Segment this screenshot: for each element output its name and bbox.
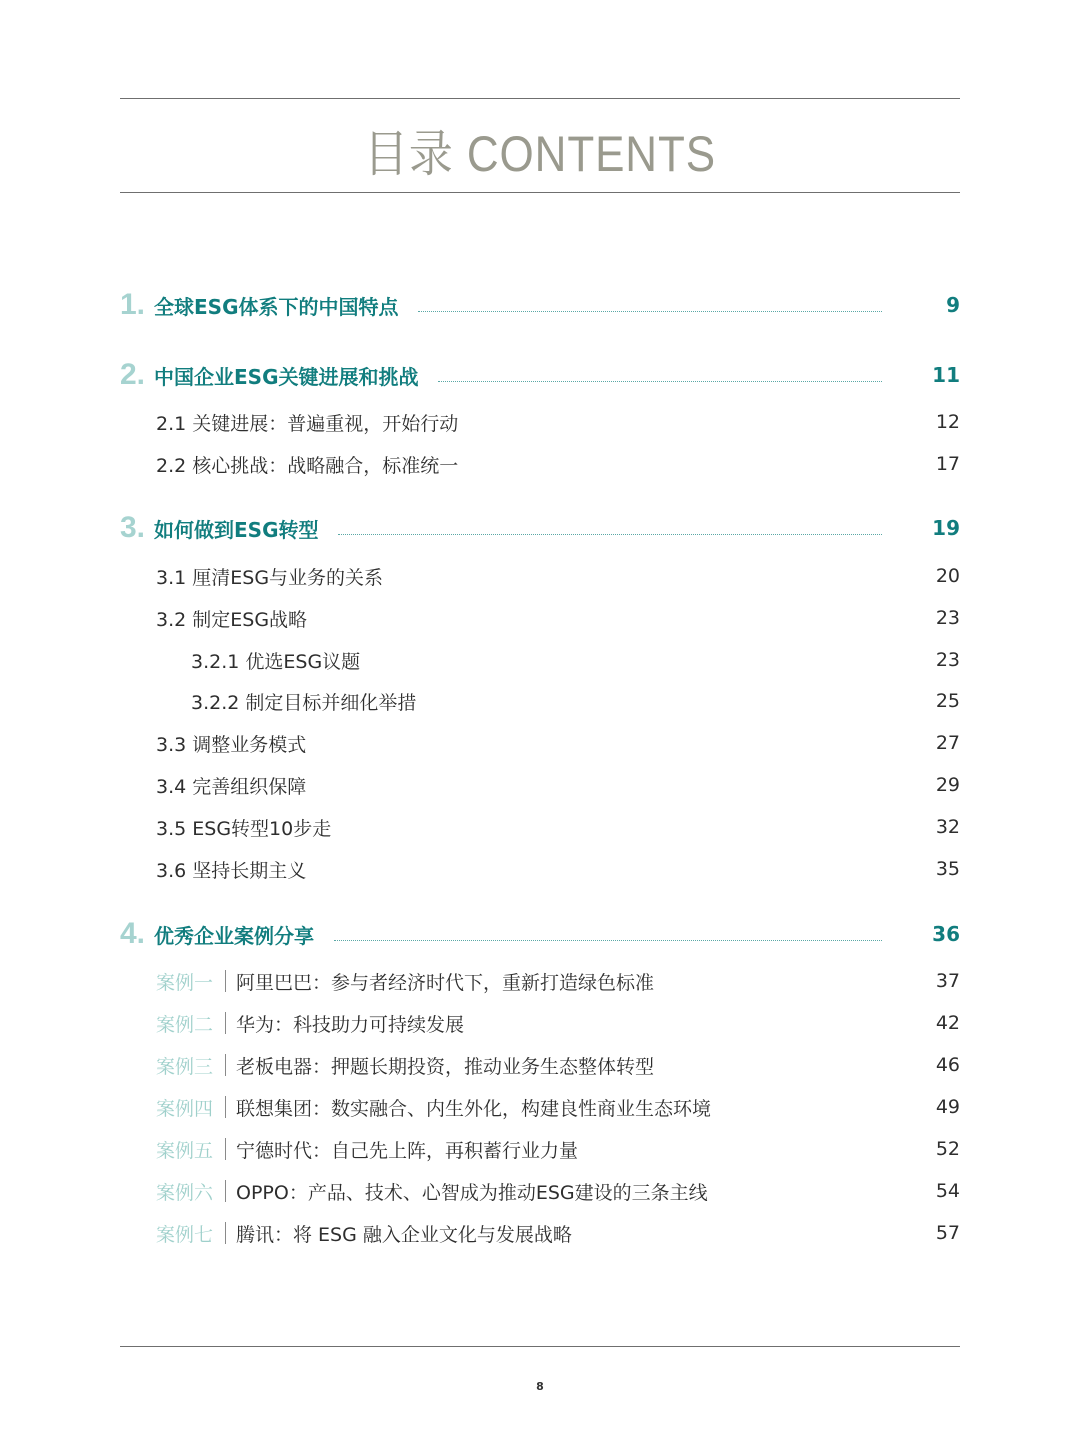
case-title: 联想集团：数实融合、内生外化，构建良性商业生态环境 [236, 1097, 712, 1120]
case-title: 老板电器：押题长期投资，推动业务生态整体转型 [236, 1055, 655, 1078]
toc-item-title: 3.2.2 制定目标并细化举措 [191, 691, 417, 714]
case-title: 阿里巴巴：参与者经济时代下，重新打造绿色标准 [236, 971, 655, 994]
toc-case[interactable] [120, 1045, 960, 1085]
toc-item-title: 3.5 ESG转型10步走 [156, 817, 332, 840]
toc-item-page: 27 [935, 732, 960, 754]
toc-case[interactable] [120, 1087, 960, 1127]
case-divider [225, 1054, 226, 1076]
section-number: 3. [120, 511, 146, 544]
case-divider [225, 1222, 226, 1244]
toc-case[interactable] [120, 961, 960, 1001]
toc-item-title: 3.2 制定ESG战略 [156, 608, 308, 631]
toc-case[interactable] [120, 1003, 960, 1043]
dot-leader [418, 311, 882, 312]
toc-item-title: 3.2.1 优选ESG议题 [191, 650, 361, 673]
toc-section-4[interactable] [120, 914, 960, 954]
dot-leader [438, 381, 882, 382]
toc-subitem[interactable] [120, 640, 960, 680]
toc-item-title: 2.1 关键进展：普遍重视，开始行动 [156, 412, 459, 435]
case-label: 案例五 [156, 1139, 214, 1162]
toc-item[interactable] [120, 765, 960, 805]
case-page: 57 [935, 1222, 960, 1244]
case-page: 37 [935, 970, 960, 992]
toc-item-title: 3.3 调整业务模式 [156, 733, 307, 756]
bottom-rule [120, 1346, 960, 1347]
toc-section-1[interactable] [120, 285, 960, 325]
section-title: 优秀企业案例分享 [154, 923, 314, 948]
section-page: 11 [932, 363, 960, 387]
toc-item[interactable] [120, 556, 960, 596]
case-label: 案例一 [156, 971, 214, 994]
toc-case[interactable] [120, 1213, 960, 1253]
case-label: 案例二 [156, 1013, 214, 1036]
case-title: 华为：科技助力可持续发展 [236, 1013, 465, 1036]
case-page: 42 [935, 1012, 960, 1034]
toc-item[interactable] [120, 402, 960, 442]
case-page: 54 [935, 1180, 960, 1202]
toc-item-page: 20 [935, 565, 960, 587]
top-rule [120, 98, 960, 99]
case-divider [225, 970, 226, 992]
case-label: 案例七 [156, 1223, 214, 1246]
toc-item-title: 2.2 核心挑战：战略融合，标准统一 [156, 454, 459, 477]
toc-item-page: 32 [935, 816, 960, 838]
toc-section-3[interactable] [120, 508, 960, 548]
section-page: 19 [932, 516, 960, 540]
toc-item-page: 12 [935, 411, 960, 433]
toc-case[interactable] [120, 1129, 960, 1169]
section-title: 如何做到ESG转型 [154, 517, 319, 542]
case-label: 案例四 [156, 1097, 214, 1120]
toc-item-title: 3.4 完善组织保障 [156, 775, 307, 798]
section-number: 1. [120, 288, 146, 321]
toc-item-page: 23 [935, 649, 960, 671]
case-page: 52 [935, 1138, 960, 1160]
title-bottom-rule [120, 192, 960, 193]
toc-item[interactable] [120, 849, 960, 889]
toc-item[interactable] [120, 807, 960, 847]
section-page: 9 [946, 293, 960, 317]
toc-item[interactable] [120, 444, 960, 484]
case-page: 49 [935, 1096, 960, 1118]
case-title: 宁德时代：自己先上阵，再积蓄行业力量 [236, 1139, 579, 1162]
section-page: 36 [932, 922, 960, 946]
page-title: 目录 CONTENTS [364, 126, 716, 182]
toc-item-title: 3.6 坚持长期主义 [156, 859, 307, 882]
case-title: 腾讯：将 ESG 融入企业文化与发展战略 [236, 1223, 572, 1246]
toc-case[interactable] [120, 1171, 960, 1211]
section-number: 2. [120, 358, 146, 391]
dot-leader [338, 534, 882, 535]
toc-section-2[interactable] [120, 355, 960, 395]
case-label: 案例三 [156, 1055, 214, 1078]
case-divider [225, 1180, 226, 1202]
case-divider [225, 1138, 226, 1160]
section-title: 全球ESG体系下的中国特点 [154, 294, 399, 319]
dot-leader [334, 940, 882, 941]
toc-item-page: 23 [935, 607, 960, 629]
toc-item-page: 17 [935, 453, 960, 475]
section-title: 中国企业ESG关键进展和挑战 [154, 364, 419, 389]
page-number: 8 [536, 1380, 544, 1393]
toc-subitem[interactable] [120, 681, 960, 721]
toc-item-page: 35 [935, 858, 960, 880]
toc-item-page: 29 [935, 774, 960, 796]
case-divider [225, 1012, 226, 1034]
case-page: 46 [935, 1054, 960, 1076]
case-title: OPPO：产品、技术、心智成为推动ESG建设的三条主线 [236, 1181, 708, 1204]
toc-item-page: 25 [935, 690, 960, 712]
case-divider [225, 1096, 226, 1118]
toc-item-title: 3.1 厘清ESG与业务的关系 [156, 566, 384, 589]
section-number: 4. [120, 917, 146, 950]
toc-item[interactable] [120, 723, 960, 763]
toc-item[interactable] [120, 598, 960, 638]
case-label: 案例六 [156, 1181, 214, 1204]
